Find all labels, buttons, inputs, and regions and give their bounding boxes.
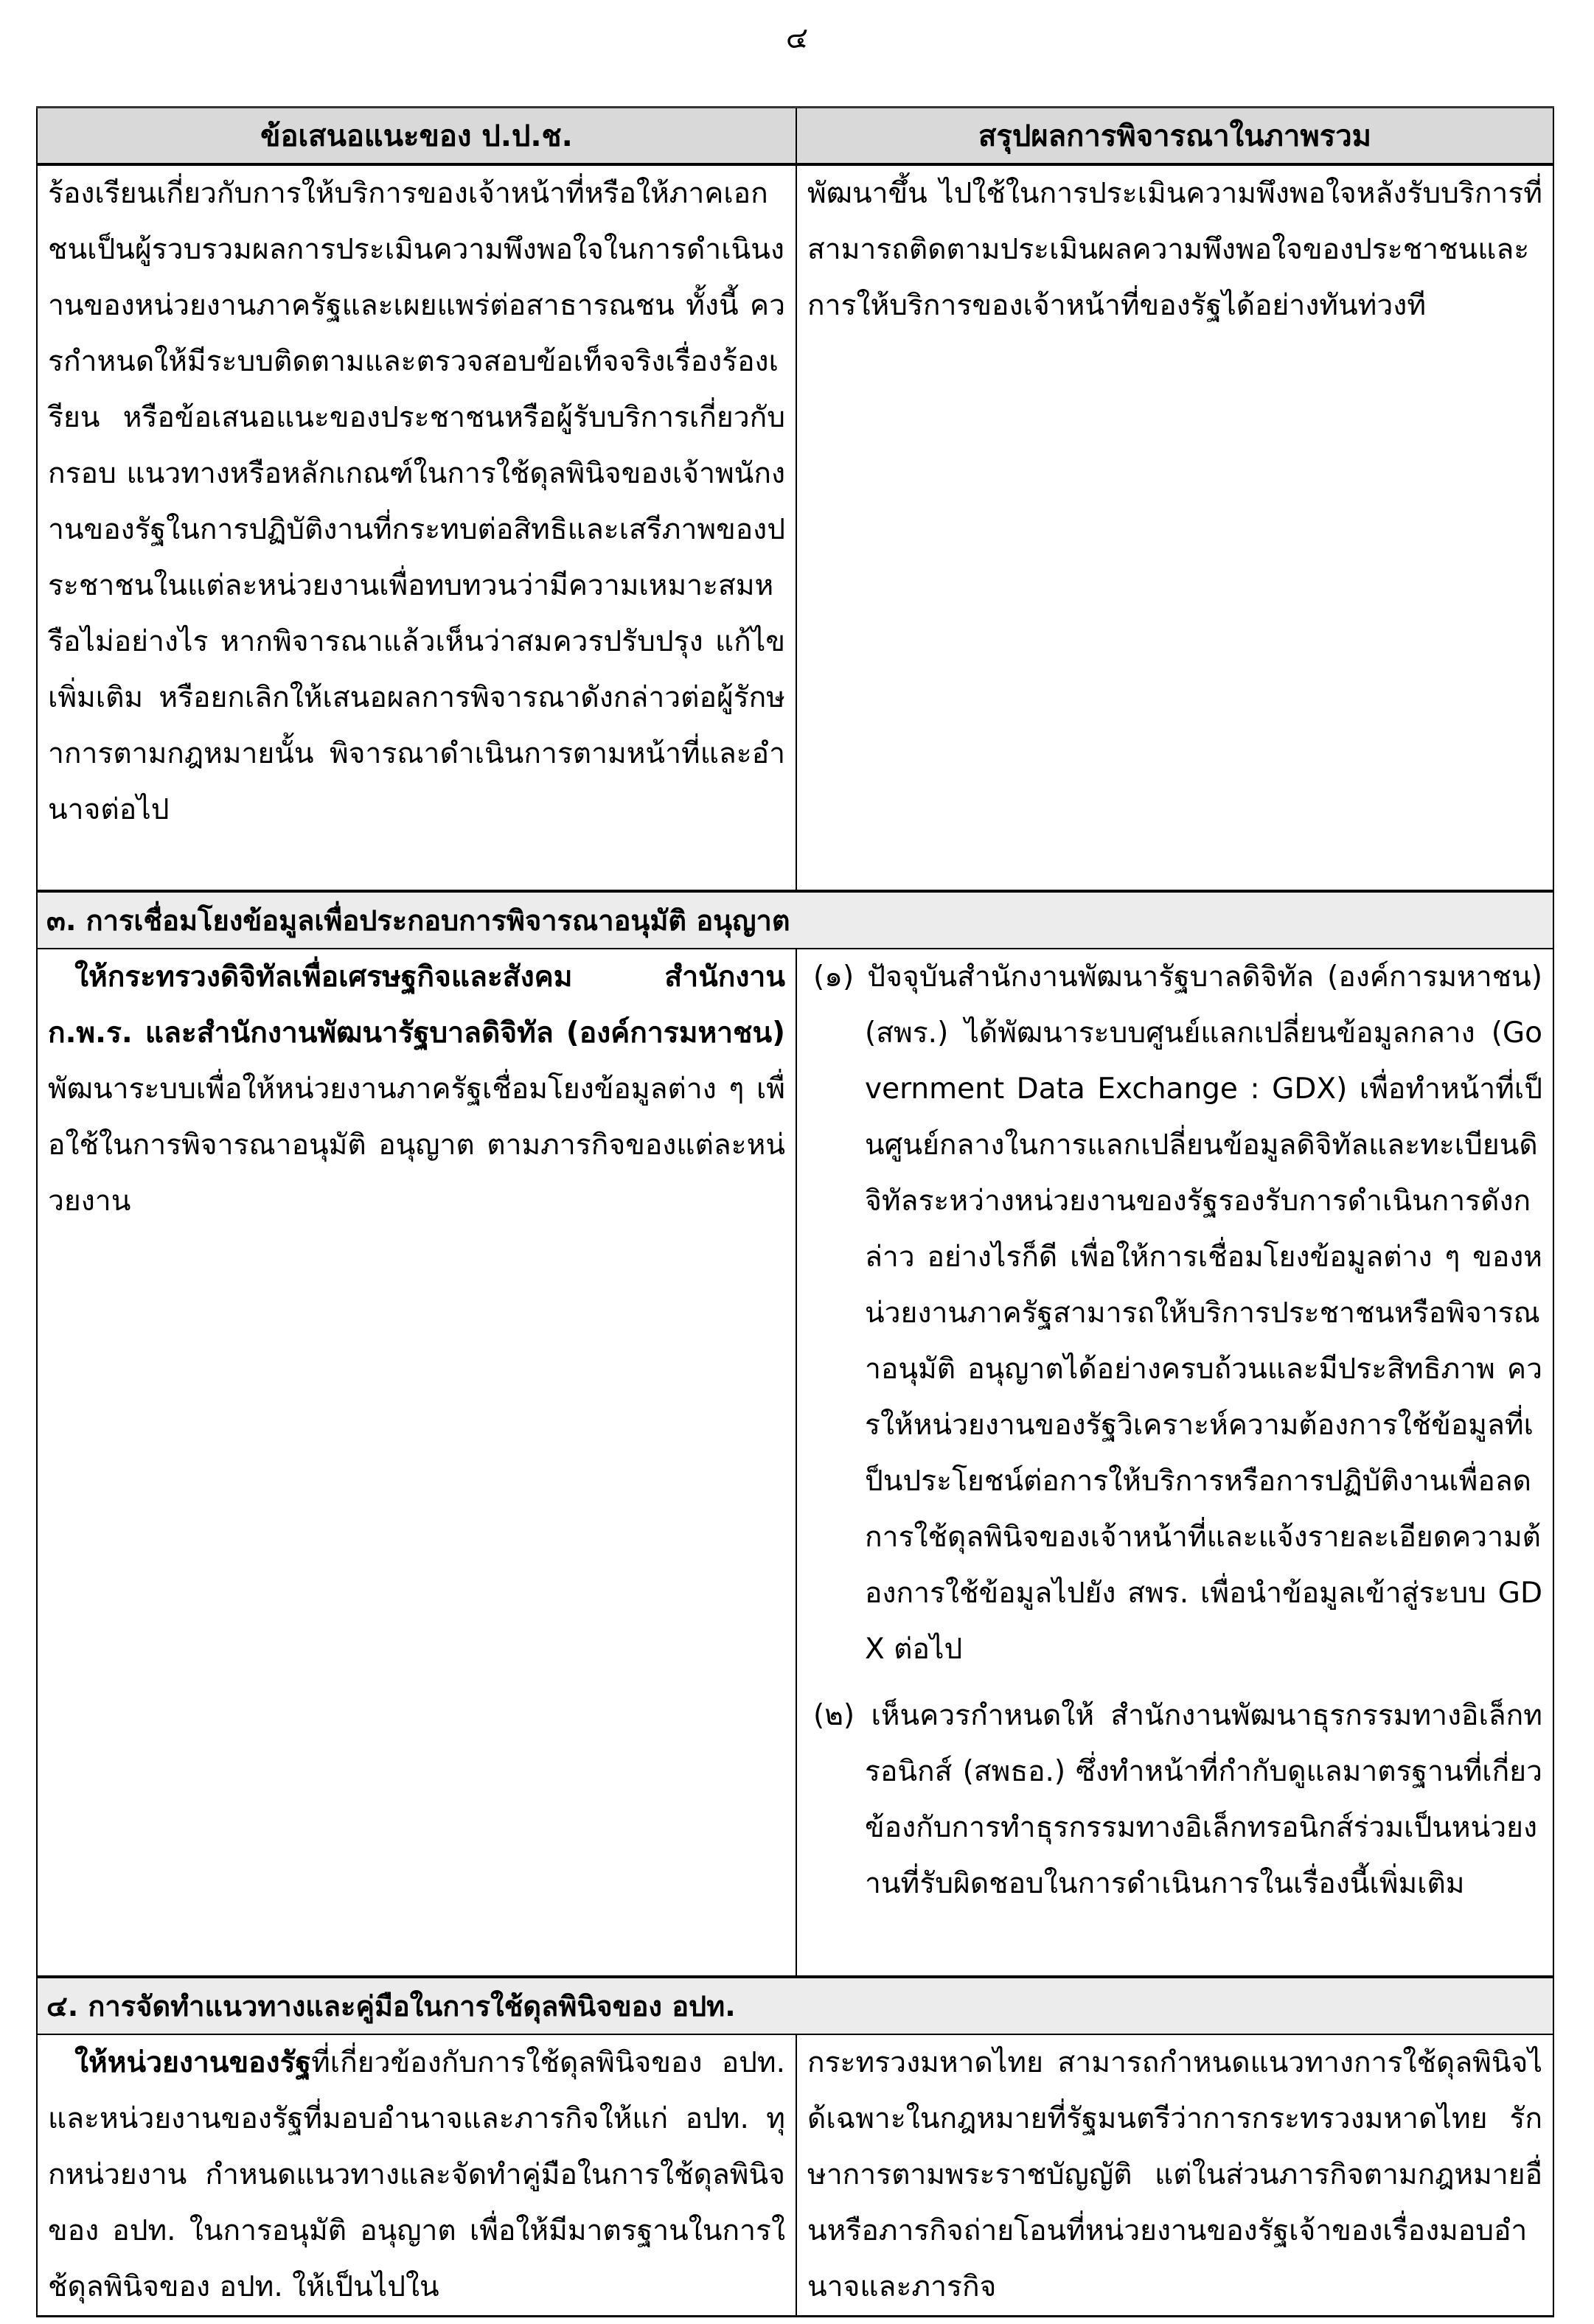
recommendation-cell xyxy=(37,2034,796,2317)
table-row xyxy=(37,2034,1553,2317)
result-cell xyxy=(796,164,1553,891)
header-recommendations: ข้อเสนอแนะของ ป.ป.ช. xyxy=(37,108,796,165)
section-row xyxy=(37,891,1553,949)
recommendation-lead: ให้หน่วยงานของรัฐ xyxy=(74,2046,312,2079)
table-header-row xyxy=(37,108,1553,165)
result-text xyxy=(797,166,1553,334)
section-title-3: ๓. การเชื่อมโยงข้อมูลเพื่อประกอบการพิจารณาอนุมัติ อนุญาต xyxy=(37,891,1553,949)
section-row xyxy=(37,1977,1553,2034)
result-cell xyxy=(796,949,1553,1977)
recommendation-body: ร้องเรียนเกี่ยวกับการให้บริการของเจ้าหน้าที่หรือให้ภาคเอกชนเป็นผู้รวบรวมผลการประเมินความพึงพอใจในการดำเนินงานของหน่วยงานภาครัฐและเผยแพร่ต่อสาธารณชน ทั้งนี้ ควรกำหนดให้มีระบบติดตามและตรวจสอบข้อเท็จจริงเรื่องร้องเรียน หรือข้อเสนอแนะของประชาชนหรือผู้รับบริการเกี่ยวกับกรอบ แนวทางหรือหลักเกณฑ์ในการใช้ดุลพินิจของเจ้าพนักงานของรัฐในการปฏิบัติงานที่กระทบต่อสิทธิและเสรีภาพของประชาชนในแต่ละหน่วยงานเพื่อทบทวนว่ามีความเหมาะสมหรือไม่อย่างไร หากพิจารณาแล้วเห็นว่าสมควรปรับปรุง แก้ไข เพิ่มเติม หรือยกเลิกให้เสนอผลการพิจารณาดังกล่าวต่อผู้รักษาการตามกฎหมายนั้น พิจารณาดำเนินการตามหน้าที่และอำนาจต่อไป xyxy=(48,177,785,826)
list-marker: (๒) xyxy=(813,1699,855,1732)
header-overall-result: สรุปผลการพิจารณาในภาพรวม xyxy=(796,108,1553,165)
result-text xyxy=(797,2035,1553,2315)
recommendation-cell xyxy=(37,164,796,891)
recommendations-table xyxy=(36,106,1554,2317)
list-item xyxy=(807,1688,1542,1912)
result-body: กระทรวงมหาดไทย สามารถกำหนดแนวทางการใช้ดุลพินิจได้เฉพาะในกฎหมายที่รัฐมนตรีว่าการกระทรวงมหาดไทย รักษาการตามพระราชบัญญัติ แต่ในส่วนภารกิจตามกฎหมายอื่นหรือภารกิจถ่ายโอนที่หน่วยงานของรัฐเจ้าของเรื่องมอบอำนาจและภารกิจ xyxy=(807,2046,1542,2303)
recommendation-cell xyxy=(37,949,796,1977)
recommendation-text xyxy=(38,166,796,838)
list-item-text: เห็นควรกำหนดให้ สำนักงานพัฒนาธุรกรรมทางอิเล็กทรอนิกส์ (สพธอ.) ซึ่งทำหน้าที่กำกับดูแลมาตรฐานที่เกี่ยวข้องกับการทำธุรกรรมทางอิเล็กทรอนิกส์ร่วมเป็นหน่วยงานที่รับผิดชอบในการดำเนินการในเรื่องนี้เพิ่มเติม xyxy=(865,1699,1542,1900)
list-item-text: ปัจจุบันสำนักงานพัฒนารัฐบาลดิจิทัล (องค์การมหาชน) (สพร.) ได้พัฒนาระบบศูนย์แลกเปลี่ยนข้อมูลกลาง (Government Data Exchange : GDX) เพื่อทำหน้าที่เป็นศูนย์กลางในการแลกเปลี่ยนข้อมูลดิจิทัลและทะเบียนดิจิทัลระหว่างหน่วยงานของรัฐรองรับการดำเนินการดังกล่าว อย่างไรก็ดี เพื่อให้การเชื่อมโยงข้อมูลต่าง ๆ ของหน่วยงานภาครัฐสามารถให้บริการประชาชนหรือพิจารณาอนุมัติ อนุญาตได้อย่างครบถ้วนและมีประสิทธิภาพ ควรให้หน่วยงานของรัฐวิเคราะห์ความต้องการใช้ข้อมูลที่เป็นประโยชน์ต่อการให้บริการหรือการปฏิบัติงานเพื่อลดการใช้ดุลพินิจของเจ้าหน้าที่และแจ้งรายละเอียดความต้องการใช้ข้อมูลไปยัง สพร. เพื่อนำข้อมูลเข้าสู่ระบบ GDX ต่อไป xyxy=(865,960,1542,1666)
recommendation-text xyxy=(38,949,796,1229)
table-row xyxy=(37,949,1553,1977)
list-item xyxy=(807,949,1542,1678)
section-title-4: ๔. การจัดทำแนวทางและคู่มือในการใช้ดุลพินิจของ อปท. xyxy=(37,1977,1553,2034)
recommendation-body: ที่เกี่ยวข้องกับการใช้ดุลพินิจของ อปท. และหน่วยงานของรัฐที่มอบอำนาจและภารกิจให้แก่ อปท. ทุกหน่วยงาน กำหนดแนวทางและจัดทำคู่มือในการใช้ดุลพินิจของ อปท. ในการอนุมัติ อนุญาต เพื่อให้มีมาตรฐานในการใช้ดุลพินิจของ อปท. ให้เป็นไปใน xyxy=(48,2046,785,2303)
page-number: ๔ xyxy=(785,21,809,55)
list-marker: (๑) xyxy=(813,960,855,994)
recommendation-text xyxy=(38,2035,796,2315)
recommendation-body: พัฒนาระบบเพื่อให้หน่วยงานภาครัฐเชื่อมโยงข้อมูลต่าง ๆ เพื่อใช้ในการพิจารณาอนุมัติ อนุญาต ตามภารกิจของแต่ละหน่วยงาน xyxy=(48,1072,785,1218)
result-cell xyxy=(796,2034,1553,2317)
result-list xyxy=(797,949,1553,1912)
result-body: พัฒนาขึ้น ไปใช้ในการประเมินความพึงพอใจหลังรับบริการที่สามารถติดตามประเมินผลความพึงพอใจของประชาชนและการให้บริการของเจ้าหน้าที่ของรัฐได้อย่างทันท่วงที xyxy=(807,177,1542,322)
recommendation-lead: ให้กระทรวงดิจิทัลเพื่อเศรษฐกิจและสังคม สำนักงาน ก.พ.ร. และสำนักงานพัฒนารัฐบาลดิจิทัล (องค์การมหาชน) xyxy=(48,960,785,1050)
table-row xyxy=(37,164,1553,891)
